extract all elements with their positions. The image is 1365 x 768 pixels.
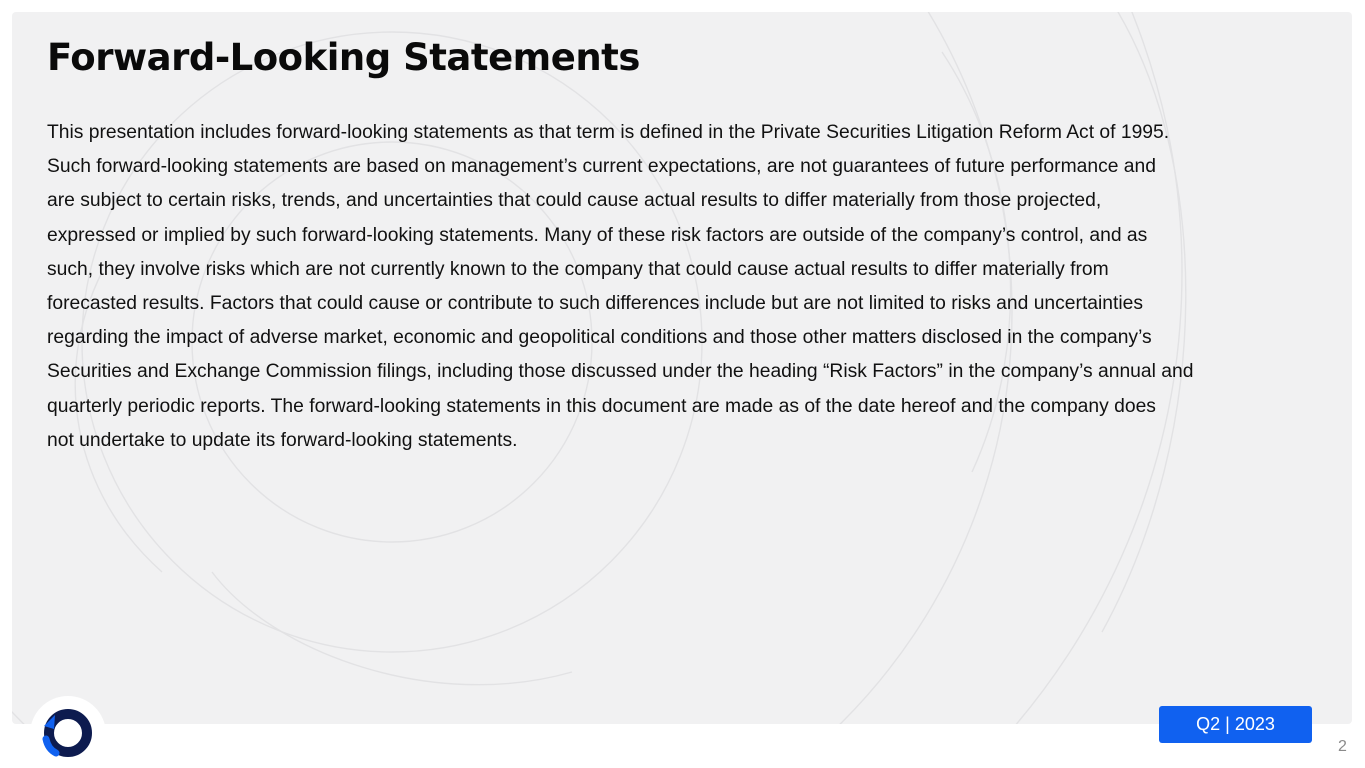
period-badge: Q2 | 2023 bbox=[1159, 706, 1312, 743]
ring-logo-icon bbox=[42, 707, 94, 759]
page-number: 2 bbox=[1338, 738, 1347, 755]
page-title: Forward-Looking Statements bbox=[47, 36, 640, 79]
content-panel bbox=[12, 12, 1352, 724]
company-logo bbox=[30, 696, 106, 768]
disclaimer-paragraph: This presentation includes forward-looking statements as that term is defined in the Private Securities Litigation Reform Act of 1995. Such forward-looking statements are based on management’s current expectations, are not guarantees of future performance and are subject to certain risks, trends, and uncertainties that could cause actual results to differ materially from those projected, expressed or implied by such forward-looking statements. Many of these risk factors are outside of the company’s control, and as such, they involve risks which are not currently known to the company that could cause actual results to differ materially from forecasted results. Factors that could cause or contribute to such differences include but are not limited to risks and uncertainties regarding the impact of adverse market, economic and geopolitical conditions and those other matters disclosed in the company’s Securities and Exchange Commission filings, including those discussed under the heading “Risk Factors” in the company’s annual and quarterly periodic reports. The forward-looking statements in this document are made as of the date hereof and the company does not undertake to update its forward-looking statements. bbox=[47, 122, 1194, 451]
